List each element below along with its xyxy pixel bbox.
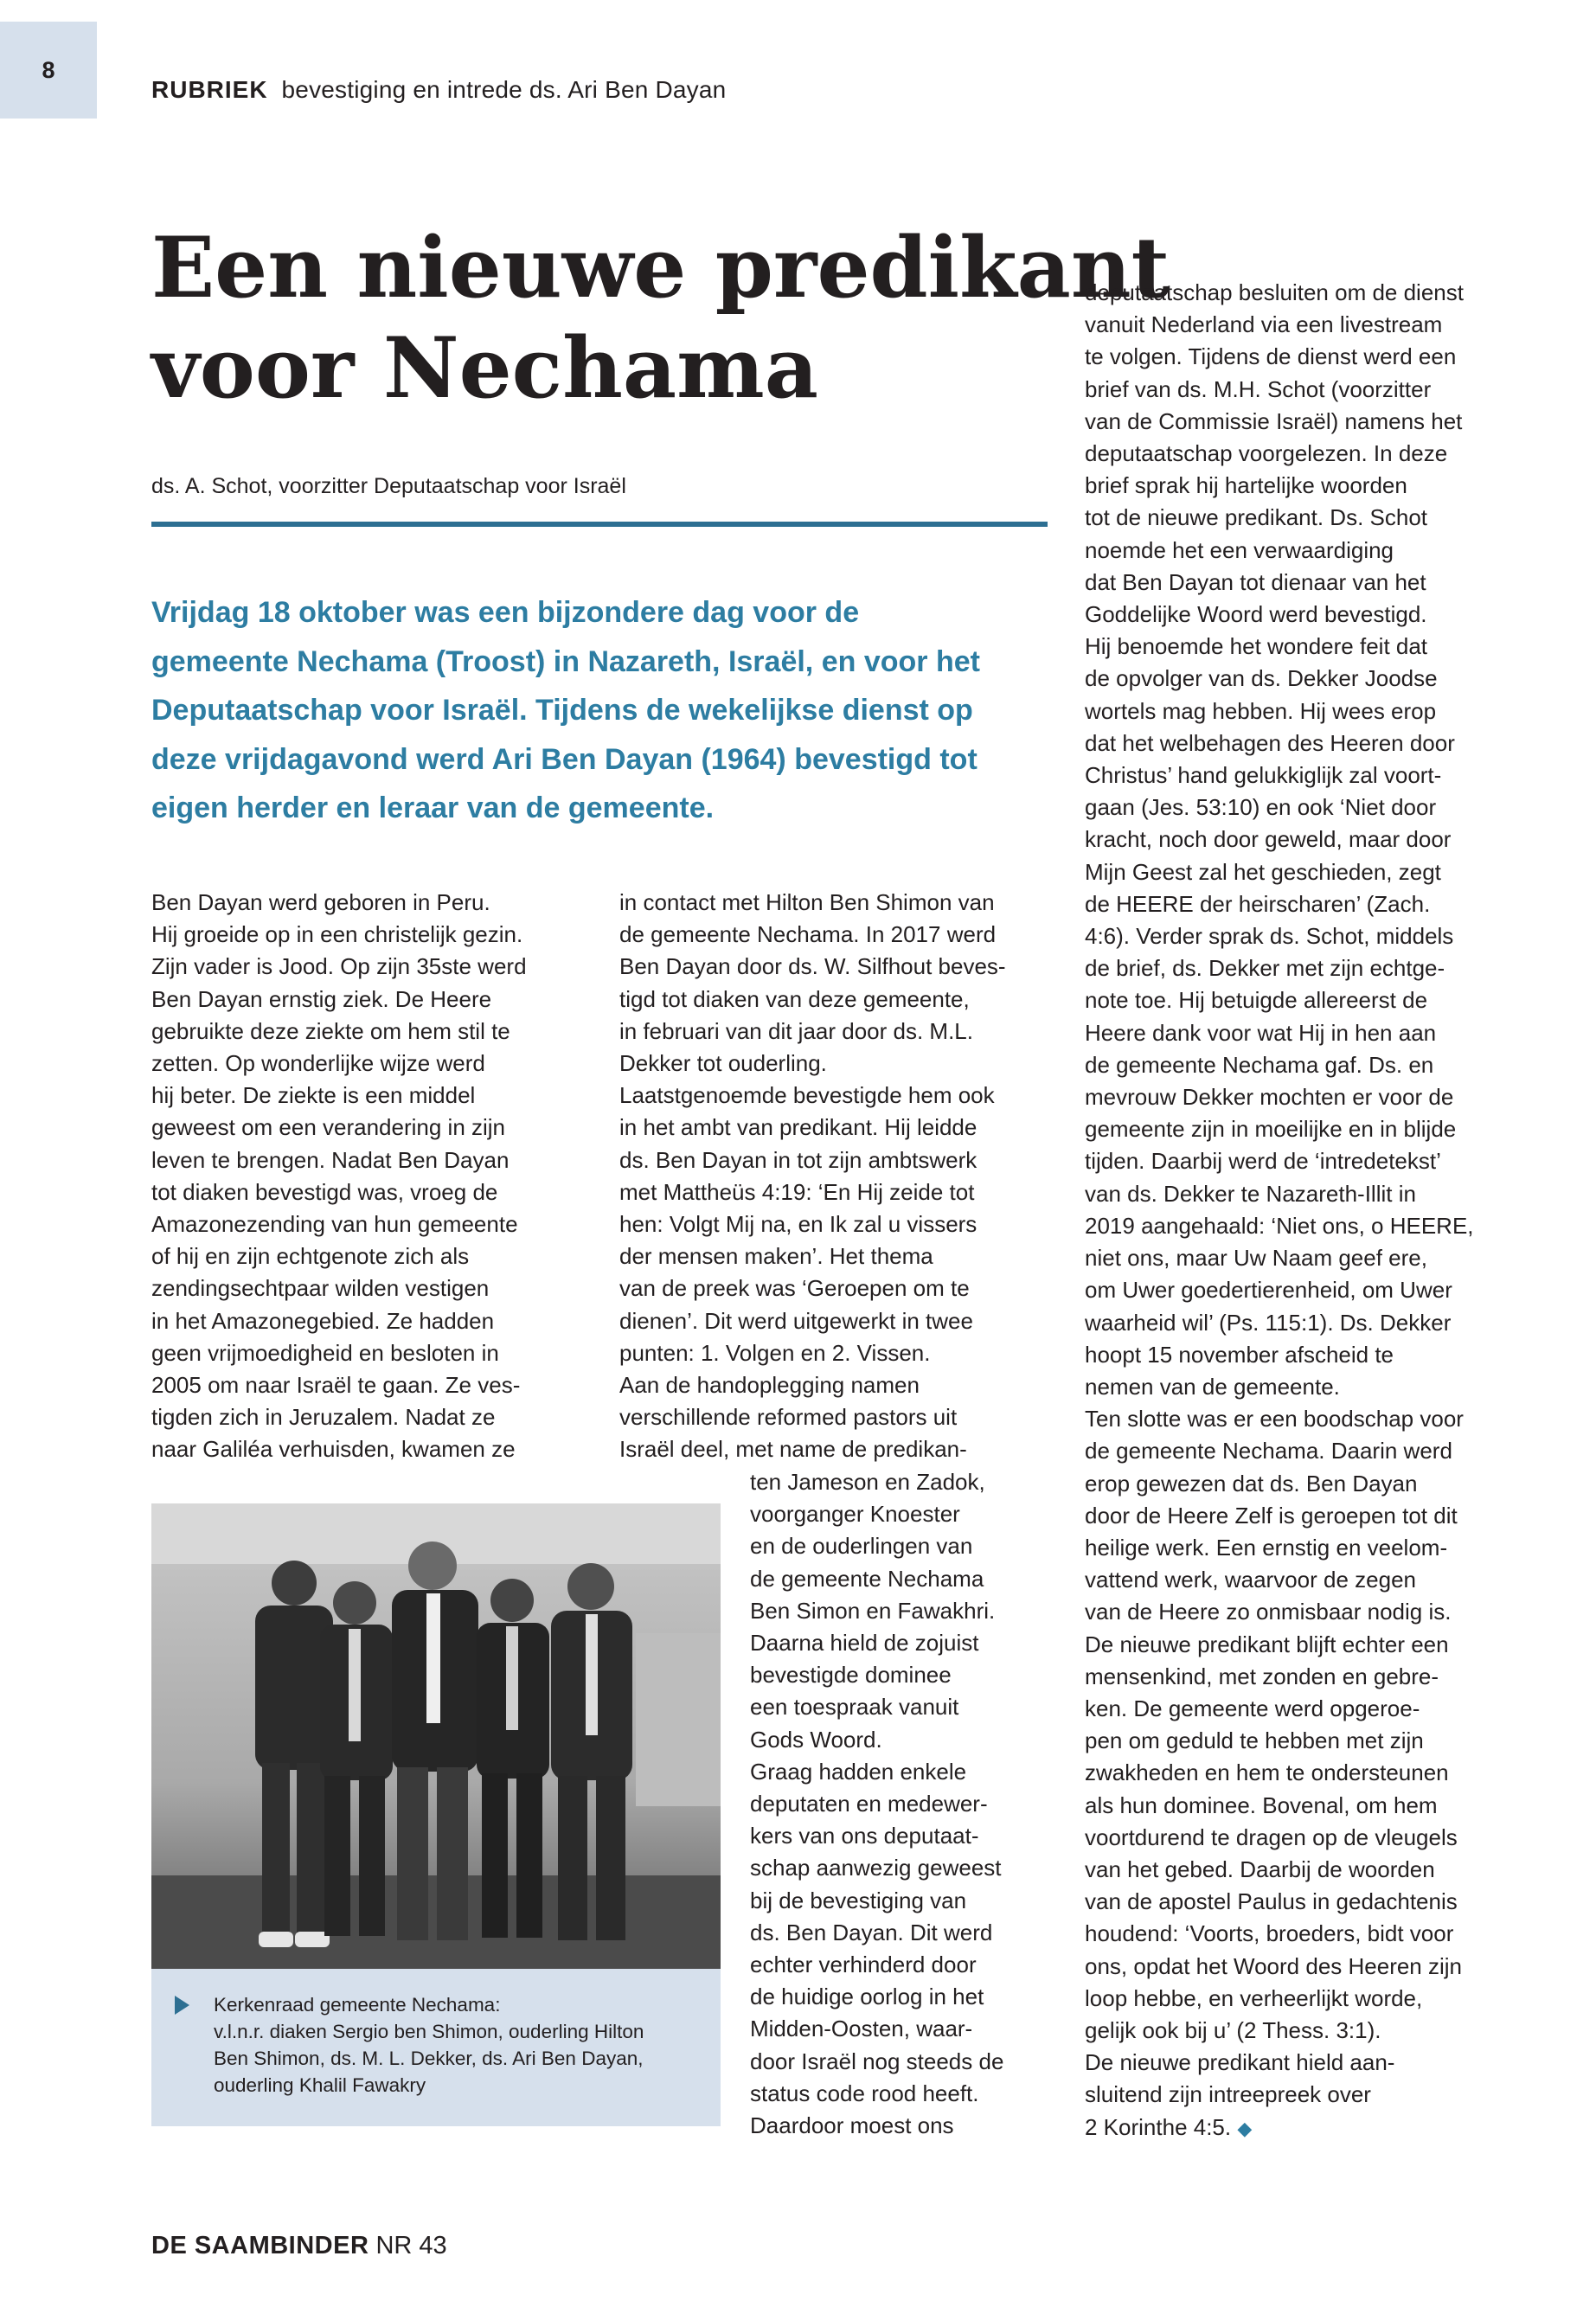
end-mark-icon: ◆	[1237, 2117, 1253, 2139]
text-line: 2005 om naar Israël te gaan. Ze ves-	[151, 1372, 521, 1399]
text-line: niet ons, maar Uw Naam geef ere,	[1085, 1245, 1427, 1272]
text-line: hoopt 15 november afscheid te	[1085, 1341, 1394, 1368]
text-line: in het Amazonegebied. Ze hadden	[151, 1307, 495, 1334]
text-line: ten Jameson en Zadok,	[750, 1469, 985, 1495]
text-line: note toe. Hij betuigde allereerst de	[1085, 987, 1428, 1014]
text-line: in februari van dit jaar door ds. M.L.	[619, 1017, 973, 1044]
page-number: 8	[42, 56, 55, 83]
body-column-3	[1085, 277, 1474, 2144]
body-column-1	[151, 887, 527, 1466]
text-line: Dekker tot ouderling.	[619, 1050, 827, 1077]
intro-line: Vrijdag 18 oktober was een bijzondere dag voor de	[151, 596, 860, 629]
text-line: kracht, noch door geweld, maar door	[1085, 826, 1452, 853]
text-line: heilige werk. Een ernstig en veelom-	[1085, 1534, 1448, 1561]
text-line: Hij groeide op in een christelijk gezin.	[151, 921, 523, 948]
text-line: Ten slotte was er een boodschap voor	[1085, 1406, 1464, 1433]
text-line: gelijk ook bij u’ (2 Thess. 3:1).	[1085, 2016, 1381, 2043]
text-line: kers van ons deputaat-	[750, 1823, 979, 1849]
text-line: de gemeente Nechama. Daarin werd	[1085, 1438, 1452, 1465]
caption-line: v.l.n.r. diaken Sergio ben Shimon, ouderling Hilton	[214, 2021, 644, 2042]
text-line: mensenkind, met zonden en gebre-	[1085, 1663, 1439, 1689]
text-line: tigden zich in Jeruzalem. Nadat ze	[151, 1404, 496, 1431]
text-line: tot de nieuwe predikant. Ds. Schot	[1085, 504, 1428, 531]
body-column-2	[619, 887, 1006, 1466]
text-line: echter verhinderd door	[750, 1952, 977, 1978]
text-line: met Mattheüs 4:19: ‘En Hij zeide tot	[619, 1178, 975, 1205]
caption-line: ouderling Khalil Fawakry	[214, 2074, 426, 2096]
text-line: gaan (Jes. 53:10) en ook ‘Niet door	[1085, 794, 1437, 821]
text-line: van ds. Dekker te Nazareth-Illit in	[1085, 1180, 1416, 1207]
text-line: de gemeente Nechama	[750, 1565, 984, 1592]
text-line: Christus’ hand gelukkiglijk zal voort-	[1085, 762, 1442, 789]
text-line: van de preek was ‘Geroepen om te	[619, 1275, 970, 1302]
text-line: Daarna hield de zojuist	[750, 1630, 979, 1657]
caption-line: Kerkenraad gemeente Nechama:	[214, 1994, 501, 2016]
page-footer	[151, 2232, 447, 2260]
text-line: erop gewezen dat ds. Ben Dayan	[1085, 1470, 1418, 1497]
text-line: vanuit Nederland via een livestream	[1085, 311, 1443, 338]
body-column-3-lines	[1085, 277, 1474, 2112]
text-line: en de ouderlingen van	[750, 1533, 973, 1560]
text-line: verschillende reformed pastors uit	[619, 1404, 958, 1431]
text-line: Daardoor moest ons	[750, 2112, 954, 2139]
text-line: hen: Volgt Mij na, en Ik zal u vissers	[619, 1211, 977, 1238]
text-line: van het gebed. Daarbij de woorden	[1085, 1856, 1435, 1882]
text-line: de huidige oorlog in het	[750, 1984, 984, 2010]
text-line: gebruikte deze ziekte om hem stil te	[151, 1017, 510, 1044]
text-line: Ben Dayan werd geboren in Peru.	[151, 889, 490, 915]
text-line: Israël deel, met name de predikan-	[619, 1436, 967, 1463]
text-line: Hij benoemde het wondere feit dat	[1085, 633, 1428, 660]
text-line: dat Ben Dayan tot dienaar van het	[1085, 568, 1426, 595]
text-line: Ben Simon en Fawakhri.	[750, 1597, 996, 1624]
running-head	[151, 76, 726, 104]
text-line: ds. Ben Dayan in tot zijn ambtswerk	[619, 1146, 977, 1173]
photo-caption-text	[214, 1991, 644, 2099]
article-title-line: voor Nechama	[151, 319, 818, 417]
text-line: voortdurend te dragen op de vleugels	[1085, 1823, 1458, 1850]
text-line: naar Galiléa verhuisden, kwamen ze	[151, 1436, 516, 1463]
text-line: te volgen. Tijdens de dienst werd een	[1085, 343, 1457, 370]
text-line: om Uwer goedertierenheid, om Uwer	[1085, 1277, 1452, 1304]
text-line: of hij en zijn echtgenote zich als	[151, 1243, 470, 1270]
text-line: zendingsechtpaar wilden vestigen	[151, 1275, 490, 1302]
text-line: bevestigde dominee	[750, 1662, 952, 1689]
caption-line: Ben Shimon, ds. M. L. Dekker, ds. Ari Ben Dayan,	[214, 2048, 644, 2069]
photo-caption	[151, 1969, 721, 2126]
text-line: Graag hadden enkele	[750, 1758, 967, 1785]
text-line: bij de bevestiging van	[750, 1887, 967, 1913]
text-line: deputaten en medewer-	[750, 1791, 988, 1817]
text-line: deputaatschap besluiten om de dienst	[1085, 279, 1464, 305]
intro-line: Deputaatschap voor Israël. Tijdens de wekelijkse dienst op	[151, 694, 973, 727]
church-council-photo	[151, 1503, 721, 1969]
text-line: Heere dank voor wat Hij in hen aan	[1085, 1019, 1437, 1046]
text-line: ds. Ben Dayan. Dit werd	[750, 1919, 993, 1945]
text-line: 2019 aangehaald: ‘Niet ons, o HEERE,	[1085, 1212, 1474, 1239]
text-line: Mijn Geest zal het geschieden, zegt	[1085, 858, 1441, 885]
text-line: door Israël nog steeds de	[750, 2048, 1004, 2074]
text-line: Zijn vader is Jood. Op zijn 35ste werd	[151, 953, 527, 980]
rubric-topic: bevestiging en intrede ds. Ari Ben Dayan	[281, 76, 727, 103]
text-line: status code rood heeft.	[750, 2080, 979, 2106]
text-line: sluitend zijn intreepreek over	[1085, 2081, 1371, 2108]
text-line: deputaatschap voorgelezen. In deze	[1085, 440, 1448, 467]
text-line: leven te brengen. Nadat Ben Dayan	[151, 1146, 510, 1173]
text-line: de gemeente Nechama. In 2017 werd	[619, 921, 997, 948]
text-line: door de Heere Zelf is geroepen tot dit	[1085, 1502, 1458, 1529]
text-line: tigd tot diaken van deze gemeente,	[619, 985, 970, 1012]
text-line: van de Commissie Israël) namens het	[1085, 407, 1463, 434]
intro-line: gemeente Nechama (Troost) in Nazareth, Israël, en voor het	[151, 644, 980, 678]
text-line: gemeente zijn in moeilijke en in blijde	[1085, 1116, 1457, 1143]
text-line: der mensen maken’. Het thema	[619, 1243, 933, 1270]
text-line: Ben Dayan door ds. W. Silfhout beves-	[619, 953, 1006, 980]
text-line: pen om geduld te hebben met zijn	[1085, 1727, 1424, 1754]
text-line: in contact met Hilton Ben Shimon van	[619, 889, 995, 915]
article-intro	[151, 588, 1068, 833]
text-line: Amazonezending van hun gemeente	[151, 1211, 518, 1238]
text-line: voorganger Knoester	[750, 1501, 960, 1528]
text-line: De nieuwe predikant blijft echter een	[1085, 1631, 1449, 1657]
text-line: zetten. Op wonderlijke wijze werd	[151, 1050, 485, 1077]
text-line: dat het welbehagen des Heeren door	[1085, 729, 1455, 756]
text-line: Laatstgenoemde bevestigde hem ook	[619, 1082, 995, 1109]
text-line: van de Heere zo onmisbaar nodig is.	[1085, 1599, 1452, 1625]
text-line: 4:6). Verder sprak ds. Schot, middels	[1085, 923, 1454, 950]
issue-number: NR 43	[375, 2232, 447, 2259]
text-line: dienen’. Dit werd uitgewerkt in twee	[619, 1307, 973, 1334]
text-line: wortels mag hebben. Hij wees erop	[1085, 697, 1437, 724]
page-number-tab	[0, 22, 97, 119]
text-line: tot diaken bevestigd was, vroeg de	[151, 1178, 498, 1205]
text-line: brief sprak hij hartelijke woorden	[1085, 472, 1407, 499]
text-line: geweest om een verandering in zijn	[151, 1114, 506, 1141]
text-line: punten: 1. Volgen en 2. Vissen.	[619, 1339, 931, 1366]
text-line: ken. De gemeente werd opgeroe-	[1085, 1695, 1420, 1721]
text-line: Gods Woord.	[750, 1726, 882, 1753]
text-line: schap aanwezig geweest	[750, 1855, 1002, 1881]
text-line: hij beter. De ziekte is een middel	[151, 1082, 476, 1109]
intro-line: eigen herder en leraar van de gemeente.	[151, 792, 715, 824]
closing-text: 2 Korinthe 4:5.	[1085, 2113, 1232, 2140]
text-line: Goddelijke Woord werd bevestigd.	[1085, 601, 1427, 628]
text-line: geen vrijmoedigheid en besloten in	[151, 1339, 499, 1366]
text-line: De nieuwe predikant hield aan-	[1085, 2049, 1395, 2076]
text-line: een toespraak vanuit	[750, 1694, 959, 1721]
rubric-label: RUBRIEK	[151, 76, 268, 103]
text-line: Aan de handoplegging namen	[619, 1372, 920, 1399]
caption-arrow-icon	[175, 1996, 189, 2015]
text-line: waarheid wil’ (Ps. 115:1). Ds. Dekker	[1085, 1309, 1452, 1336]
text-line: vattend werk, waarvoor de zegen	[1085, 1567, 1416, 1593]
text-line: nemen van de gemeente.	[1085, 1373, 1340, 1400]
magazine-name: DE SAAMBINDER	[151, 2232, 369, 2259]
text-line: in het ambt van predikant. Hij leidde	[619, 1114, 977, 1141]
text-line: houdend: ‘Voorts, broeders, bidt voor	[1085, 1920, 1454, 1947]
text-line: als hun dominee. Bovenal, om hem	[1085, 1791, 1438, 1818]
text-line: noemde het een verwaardiging	[1085, 536, 1394, 563]
text-line: de brief, ds. Dekker met zijn echtge-	[1085, 955, 1445, 982]
body-column-3-last-line	[1085, 2112, 1474, 2144]
intro-line: deze vrijdagavond werd Ari Ben Dayan (1964) bevestigd tot	[151, 742, 977, 776]
title-divider	[151, 522, 1048, 527]
body-column-2-continued	[750, 1466, 1003, 2142]
text-line: brief van ds. M.H. Schot (voorzitter	[1085, 375, 1432, 402]
text-line: Midden-Oosten, waar-	[750, 2016, 973, 2042]
article-title-line: Een nieuwe predikant	[151, 219, 1170, 317]
text-line: Ben Dayan ernstig ziek. De Heere	[151, 985, 492, 1012]
text-line: mevrouw Dekker mochten er voor de	[1085, 1084, 1454, 1111]
text-line: van de apostel Paulus in gedachtenis	[1085, 1888, 1458, 1915]
article-byline: ds. A. Schot, voorzitter Deputaatschap voor Israël	[151, 474, 626, 498]
text-line: loop hebbe, en verheerlijkt worde,	[1085, 1984, 1423, 2011]
text-line: de gemeente Nechama gaf. Ds. en	[1085, 1051, 1434, 1078]
text-line: de HEERE der heirscharen’ (Zach.	[1085, 890, 1431, 917]
text-line: de opvolger van ds. Dekker Joodse	[1085, 665, 1438, 692]
text-line: ons, opdat het Woord des Heeren zijn	[1085, 1952, 1463, 1979]
text-line: zwakheden en hem te ondersteunen	[1085, 1759, 1449, 1786]
text-line: tijden. Daarbij werd de ‘intredetekst’	[1085, 1148, 1441, 1175]
article-title	[151, 218, 1170, 419]
